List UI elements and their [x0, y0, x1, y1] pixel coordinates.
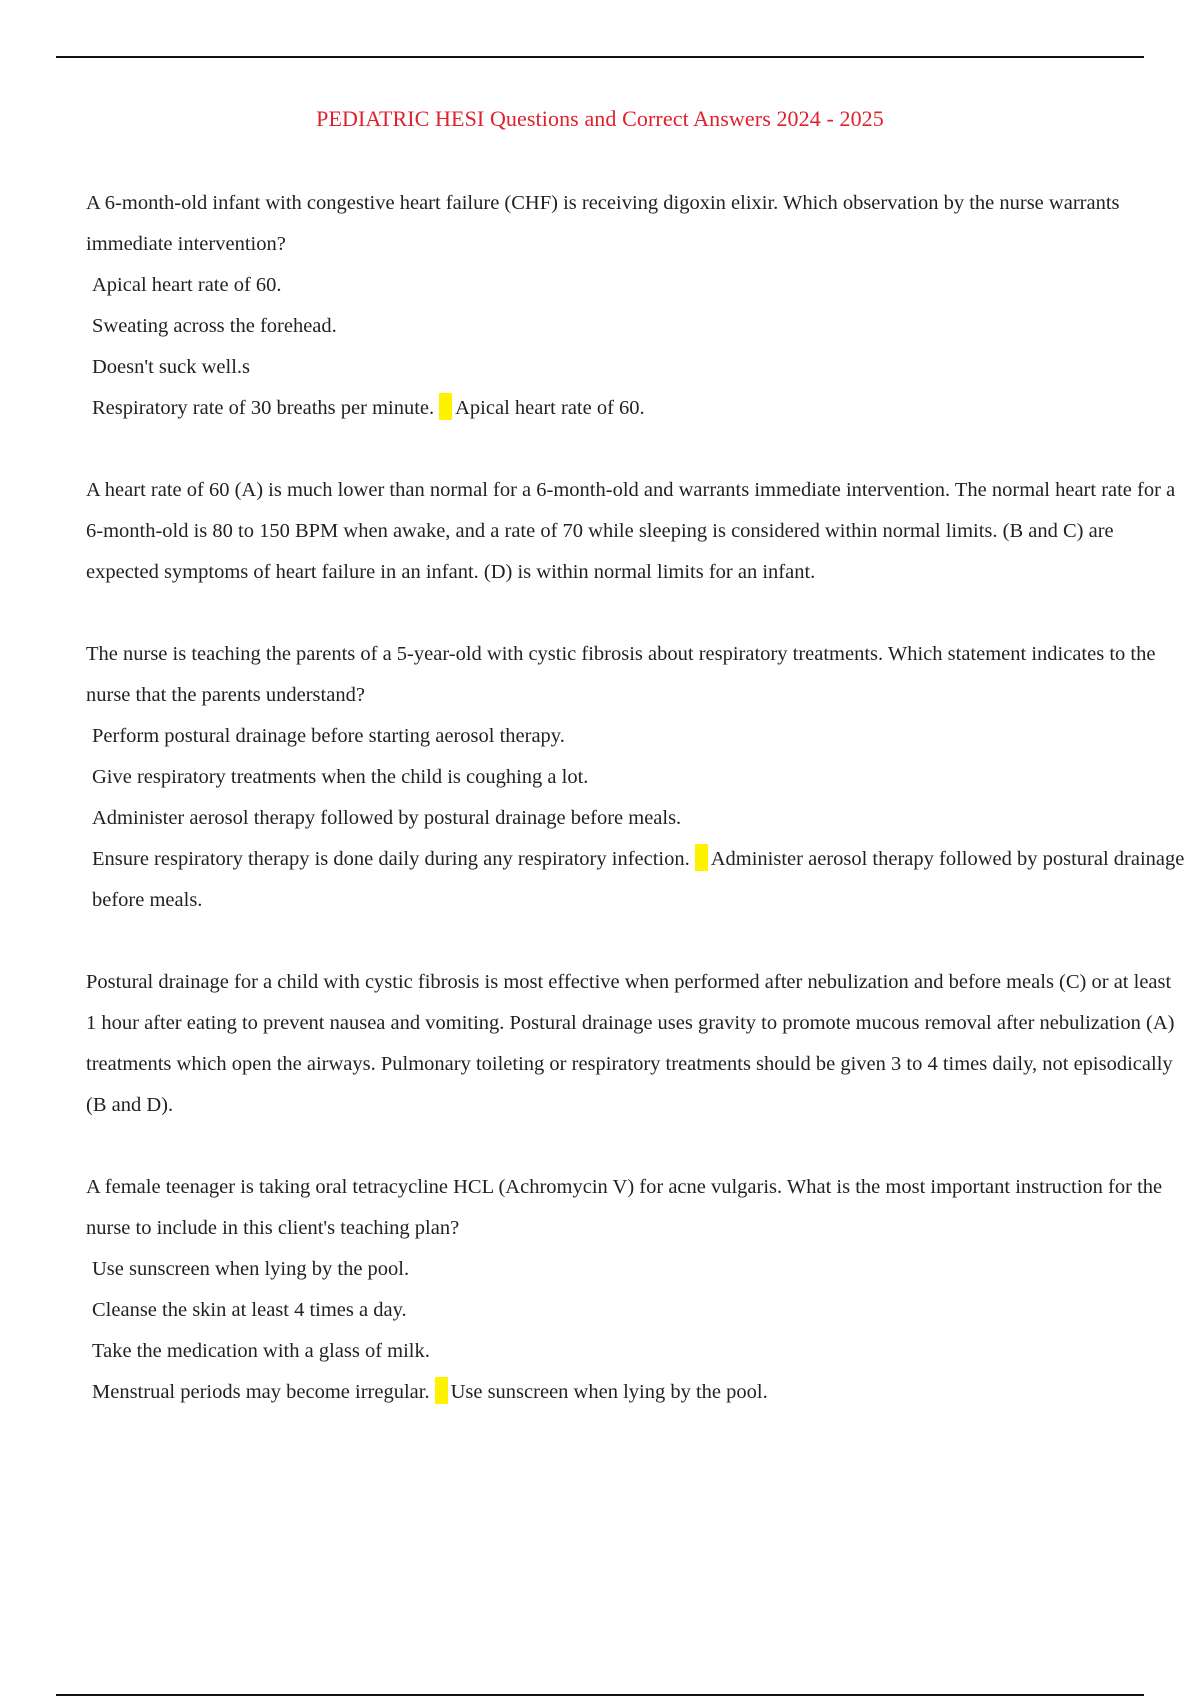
- rationale: Postural drainage for a child with cystic fibrosis is most effective when performed after nebulization and before meals (C) or at least 1 hour after eating to prevent nausea and vomiting. Postural drainage uses gravity to promote mucous removal after nebulization (A) treatments which open the airways. Pulmonary toileting or respiratory treatments should be given 3 to 4 times daily, not episodically (B and D).: [86, 971, 1175, 1116]
- correct-answer: Administer aerosol therapy followed by postural drainage before meals.: [92, 848, 1185, 911]
- rationale: A heart rate of 60 (A) is much lower than normal for a 6-month-old and warrants immediate intervention. The normal heart rate for a 6-month-old is 80 to 150 BPM when awake, and a rate of 70 while sleeping is considered within normal limits. (B and C) are expected symptoms of heart failure in an infant. (D) is within normal limits for an infant.: [86, 479, 1176, 583]
- answer-option-text: Respiratory rate of 30 breaths per minute.: [92, 397, 435, 419]
- document-body: [86, 183, 1186, 1413]
- answer-highlight-marker: [435, 1377, 448, 1404]
- answer-option: Apical heart rate of 60.: [92, 274, 282, 296]
- answer-option-text: Menstrual periods may become irregular.: [92, 1381, 430, 1403]
- answer-option: Give respiratory treatments when the child is coughing a lot.: [92, 766, 589, 788]
- answer-option: Cleanse the skin at least 4 times a day.: [92, 1299, 407, 1321]
- answer-highlight-marker: [439, 393, 452, 420]
- correct-answer: Use sunscreen when lying by the pool.: [450, 1381, 768, 1403]
- top-rule: [56, 56, 1144, 58]
- bottom-rule: [56, 1694, 1144, 1696]
- answer-option-last: [86, 839, 1186, 921]
- answer-option-text: Ensure respiratory therapy is done daily during any respiratory infection.: [92, 848, 690, 870]
- answer-option: Take the medication with a glass of milk.: [92, 1340, 430, 1362]
- answer-option-last: [86, 1372, 1186, 1413]
- question-stem: A female teenager is taking oral tetracycline HCL (Achromycin V) for acne vulgaris. What is the most important instruction for the nurse to include in this client's teaching plan?: [86, 1176, 1163, 1239]
- answer-option-last: [86, 388, 1186, 429]
- question-block: [86, 634, 1186, 921]
- question-block: [86, 183, 1186, 429]
- question-block: [86, 1167, 1186, 1413]
- answer-option: Use sunscreen when lying by the pool.: [92, 1258, 410, 1280]
- answer-option: Doesn't suck well.s: [92, 356, 250, 378]
- correct-answer: Apical heart rate of 60.: [455, 397, 645, 419]
- question-stem: The nurse is teaching the parents of a 5-year-old with cystic fibrosis about respiratory treatments. Which statement indicates to the nurse that the parents understand?: [86, 643, 1156, 706]
- answer-highlight-marker: [695, 844, 708, 871]
- answer-option: Administer aerosol therapy followed by postural drainage before meals.: [92, 807, 682, 829]
- answer-option: Sweating across the forehead.: [92, 315, 337, 337]
- document-title: PEDIATRIC HESI Questions and Correct Answers 2024 - 2025: [316, 106, 884, 131]
- question-stem: A 6-month-old infant with congestive heart failure (CHF) is receiving digoxin elixir. Which observation by the nurse warrants immediate intervention?: [86, 192, 1120, 255]
- answer-option: Perform postural drainage before starting aerosol therapy.: [92, 725, 565, 747]
